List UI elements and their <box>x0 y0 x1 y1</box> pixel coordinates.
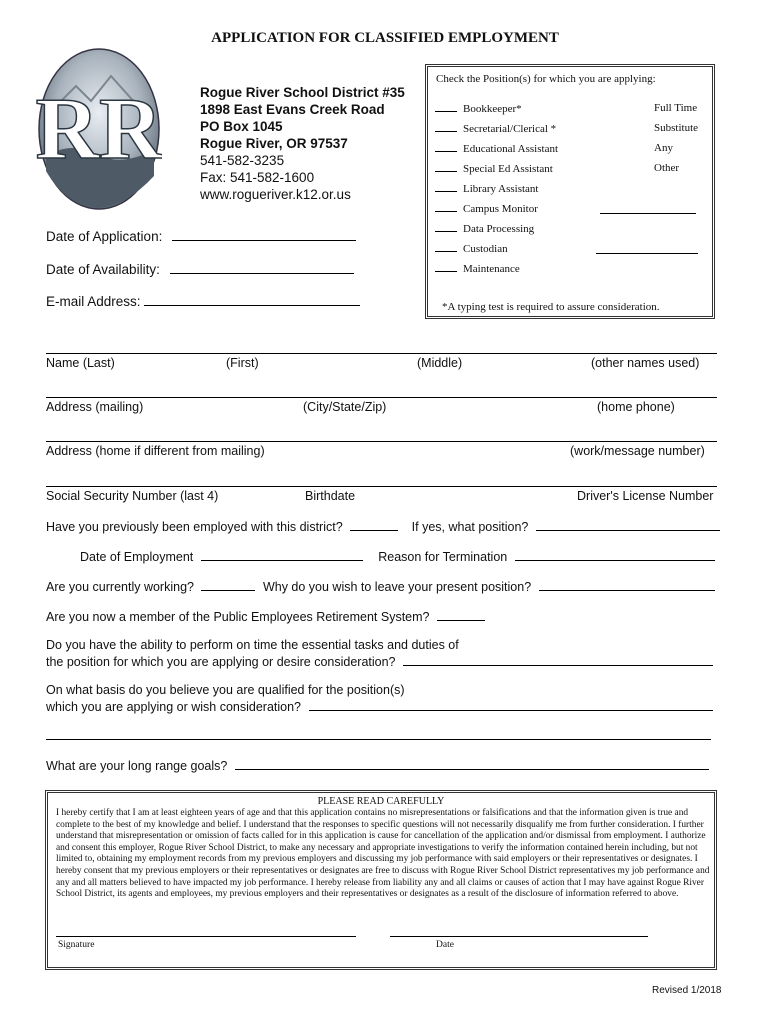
revised-date: Revised 1/2018 <box>652 985 722 996</box>
district-fax: Fax: 541-582-1600 <box>200 170 315 185</box>
date-of-availability-field[interactable] <box>170 261 354 274</box>
email-label: E-mail Address: <box>46 294 141 309</box>
signature-label: Signature <box>58 940 95 950</box>
certification-header: PLEASE READ CAREFULLY <box>317 796 445 807</box>
position-check-blank[interactable] <box>435 262 457 272</box>
date-of-application-row <box>46 228 356 244</box>
home-address-label: Address (home if different from mailing) <box>46 444 265 458</box>
date-of-availability-label: Date of Availability: <box>46 262 160 277</box>
district-web[interactable]: www.rogueriver.k12.or.us <box>200 187 351 202</box>
ability-line-1: Do you have the ability to perform on time the essential tasks and duties of <box>46 638 459 652</box>
ability-row <box>46 653 713 669</box>
ssn-line[interactable] <box>46 486 717 487</box>
city-state-zip-label: (City/State/Zip) <box>303 400 387 414</box>
position-check-blank[interactable] <box>435 162 457 172</box>
why-leave-label: Why do you wish to leave your present position? <box>262 580 532 594</box>
position-item[interactable]: Secretarial/Clerical * <box>435 122 556 135</box>
option-any[interactable]: Any <box>654 142 673 154</box>
date-of-application-label: Date of Application: <box>46 229 163 244</box>
pers-label: Are you now a member of the Public Employees Retirement System? <box>46 610 430 624</box>
currently-working-label: Are you currently working? <box>46 580 194 594</box>
pers-field[interactable] <box>437 608 485 621</box>
option-substitute[interactable]: Substitute <box>654 122 699 134</box>
date-employment-label: Date of Employment <box>80 550 194 564</box>
work-number-label: (work/message number) <box>570 444 705 458</box>
date-of-availability-row <box>46 261 354 277</box>
district-phone: 541-582-3235 <box>200 153 285 168</box>
position-check-blank[interactable] <box>435 102 457 112</box>
ability-label: the position for which you are applying or desire consideration? <box>46 655 396 669</box>
district-name: Rogue River School District #35 <box>200 85 405 100</box>
prev-employed-row <box>46 518 720 534</box>
date-line[interactable] <box>390 936 648 937</box>
prev-employed-label: Have you previously been employed with this district? <box>46 520 343 534</box>
form-title: APPLICATION FOR CLASSIFIED EMPLOYMENT <box>211 30 559 46</box>
position-check-blank[interactable] <box>435 202 457 212</box>
district-logo <box>36 46 162 212</box>
name-middle-label: (Middle) <box>417 356 463 370</box>
signature-line[interactable] <box>56 936 356 937</box>
qualified-field[interactable] <box>309 698 713 711</box>
position-check-blank[interactable] <box>435 222 457 232</box>
date-employment-field[interactable] <box>201 548 363 561</box>
reason-termination-label: Reason for Termination <box>378 550 508 564</box>
ssn-label: Social Security Number (last 4) <box>46 489 219 503</box>
pers-row <box>46 608 485 624</box>
date-of-application-field[interactable] <box>172 228 356 241</box>
position-check-blank[interactable] <box>435 142 457 152</box>
certification-box <box>45 790 717 970</box>
position-check-blank[interactable] <box>435 242 457 252</box>
qualified-label: which you are applying or wish consideration? <box>46 700 302 714</box>
district-street: 1898 East Evans Creek Road <box>200 102 385 117</box>
district-po: PO Box 1045 <box>200 119 283 134</box>
district-address <box>200 84 405 203</box>
name-first-label: (First) <box>226 356 259 370</box>
reason-termination-field[interactable] <box>515 548 715 561</box>
name-line[interactable] <box>46 353 717 354</box>
option-full-time[interactable]: Full Time <box>654 102 698 114</box>
typing-test-note: *A typing test is required to assure consideration. <box>442 301 660 313</box>
employment-dates-row <box>80 548 715 564</box>
position-item[interactable]: Data Processing <box>435 222 534 235</box>
qualified-line-1: On what basis do you believe you are qualified for the position(s) <box>46 683 405 697</box>
why-leave-field[interactable] <box>539 578 715 591</box>
currently-working-row <box>46 578 715 594</box>
position-item[interactable]: Maintenance <box>435 262 520 275</box>
home-address-line[interactable] <box>46 441 717 442</box>
goals-row <box>46 757 709 773</box>
birthdate-label: Birthdate <box>305 489 356 503</box>
position-item[interactable]: Special Ed Assistant <box>435 162 553 175</box>
position-header: Check the Position(s) for which you are applying: <box>436 73 656 85</box>
license-label: Driver's License Number <box>577 489 714 503</box>
position-item[interactable]: Campus Monitor <box>435 202 538 215</box>
date-label: Date <box>436 940 454 950</box>
logo-monogram: RR <box>36 81 162 178</box>
name-other-label: (other names used) <box>591 356 700 370</box>
position-item[interactable]: Bookkeeper* <box>435 102 522 115</box>
district-city: Rogue River, OR 97537 <box>200 136 348 151</box>
goals-label: What are your long range goals? <box>46 759 228 773</box>
goals-field[interactable] <box>235 757 709 770</box>
position-box <box>425 64 715 319</box>
home-phone-label: (home phone) <box>597 400 675 414</box>
currently-working-field[interactable] <box>201 578 255 591</box>
qualified-extra-line[interactable] <box>46 739 711 740</box>
position-check-blank[interactable] <box>435 122 457 132</box>
position-check-blank[interactable] <box>435 182 457 192</box>
other-position-line-2[interactable] <box>596 252 698 254</box>
what-position-field[interactable] <box>536 518 720 531</box>
position-item[interactable]: Custodian <box>435 242 508 255</box>
email-row <box>46 293 360 309</box>
what-position-label: If yes, what position? <box>411 520 529 534</box>
name-last-label: Name (Last) <box>46 356 115 370</box>
other-position-line-1[interactable] <box>600 212 696 214</box>
position-item[interactable]: Library Assistant <box>435 182 538 195</box>
position-item[interactable]: Educational Assistant <box>435 142 558 155</box>
email-field[interactable] <box>144 293 360 306</box>
qualified-row <box>46 698 713 714</box>
certification-text: I hereby certify that I am at least eighteen years of age and that this application contains no misrepresentations or falsifications and that the information given is true and complete to the best of my knowledge and belief. I understand that the responses to specific questions will not necessarily disqualify me from further consideration. I further understand that misrepresentation or omission of facts called for in this application is cause for cancellation of the application and/or dismissal from employment. I authorize and consent this employer, Rogue River School District, to make any necessary and appropriate investigations to verify the information contained herein including, but not limited to, obtaining my employment records from my previous employers and discussing my job performance with said employers or their representatives or designates. I hereby consent that my previous employers or their representatives or designates are free to discuss with Rogue River School District representatives my job performance and any and all matters believed to have impacted my job performance. I hereby release from liability any and all claims or causes of action that I may have against Rogue River School District, its agents and employees, my previous employers and their representatives or designates as a result of the disclosure of information referred to above. <box>56 808 710 900</box>
mailing-address-label: Address (mailing) <box>46 400 144 414</box>
mailing-address-line[interactable] <box>46 397 717 398</box>
prev-employed-field[interactable] <box>350 518 398 531</box>
ability-field[interactable] <box>403 653 713 666</box>
option-other[interactable]: Other <box>654 162 680 174</box>
